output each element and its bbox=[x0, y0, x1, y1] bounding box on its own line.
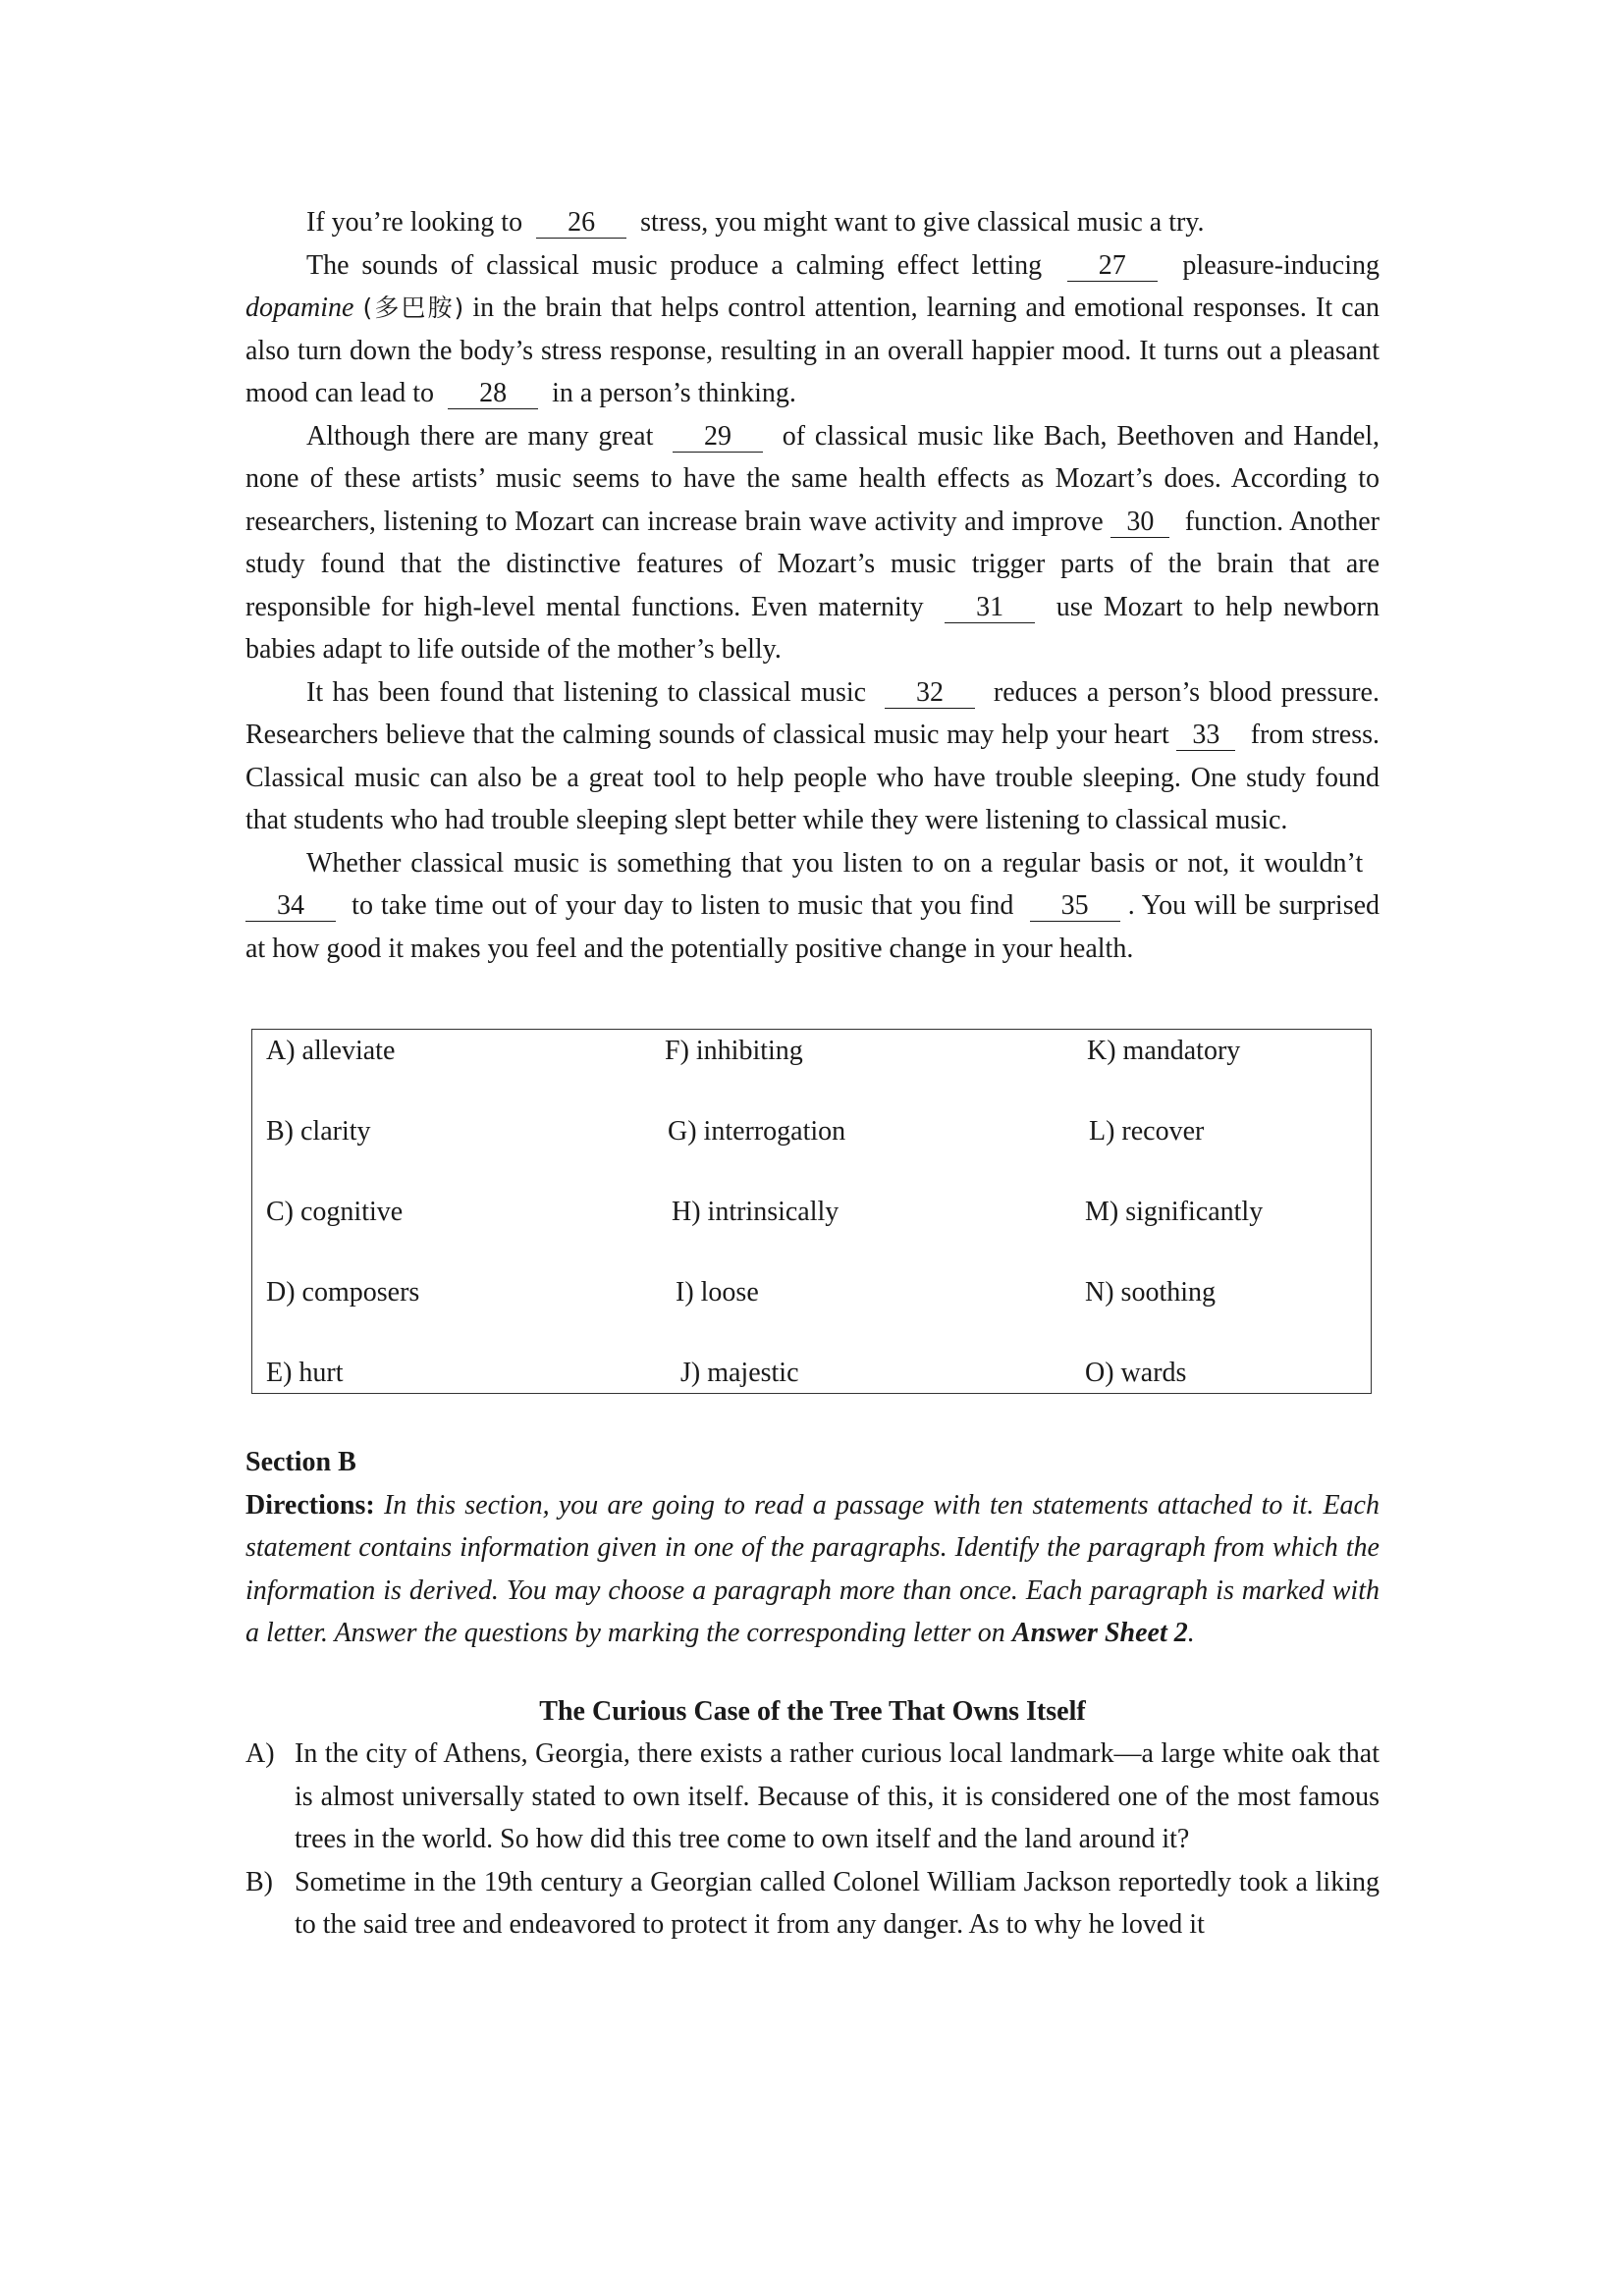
cloze-paragraph-2: The sounds of classical music produce a calming effect letting 27 pleasure-inducing dopamine (多巴胺) in the brain that helps control attention, learning and emotional responses. It can also turn down the body’s stress response, resulting in an overall happier mood. It turns out a pleasant mood can lead to 28 in a person’s thinking. bbox=[245, 249, 1380, 408]
section-b bbox=[245, 1441, 1380, 1947]
blank-33[interactable]: 33 bbox=[1176, 721, 1235, 751]
passage-title: The Curious Case of the Tree That Owns Itself bbox=[539, 1695, 1086, 1727]
word-option-m[interactable]: M) significantly bbox=[1085, 1197, 1264, 1227]
word-option-n[interactable]: N) soothing bbox=[1085, 1277, 1216, 1308]
cloze-paragraph-1: If you’re looking to 26 stress, you might want to give classical music a try. bbox=[306, 207, 1205, 238]
word-option-g[interactable]: G) interrogation bbox=[668, 1116, 846, 1147]
blank-34[interactable]: 34 bbox=[245, 891, 336, 922]
word-option-f[interactable]: F) inhibiting bbox=[665, 1036, 803, 1066]
blank-32[interactable]: 32 bbox=[885, 678, 975, 709]
passage-paragraph-a bbox=[245, 1733, 1380, 1861]
paragraph-text: In the city of Athens, Georgia, there exists a rather curious local landmark—a large white oak that is almost universally stated to own itself. Because of this, it is considered one of the most famous trees in the world. So how did this tree come to own itself and the land around it? bbox=[295, 1738, 1380, 1854]
paragraph-letter: B) bbox=[245, 1866, 273, 1897]
word-option-k[interactable]: K) mandatory bbox=[1087, 1036, 1241, 1066]
paragraph-letter: A) bbox=[245, 1738, 275, 1769]
section-b-title: Section B bbox=[245, 1447, 356, 1477]
word-option-a[interactable]: A) alleviate bbox=[266, 1036, 396, 1066]
blank-26[interactable]: 26 bbox=[536, 208, 626, 239]
cloze-paragraph-3: Although there are many great 29 of classical music like Bach, Beethoven and Handel, none of these artists’ music seems to have the same health effects as Mozart’s does. According to researchers, listening to Mozart can increase brain wave activity and improve 30 function. Another study found that the distinctive features of Mozart’s music trigger parts of the brain that are responsible for high-level mental functions. Even maternity 31 use Mozart to help newborn babies adapt to life outside of the mother’s belly. bbox=[245, 420, 1380, 665]
word-option-d[interactable]: D) composers bbox=[266, 1277, 420, 1308]
word-option-c[interactable]: C) cognitive bbox=[266, 1197, 404, 1227]
paragraph-text: Sometime in the 19th century a Georgian called Colonel William Jackson reportedly took a liking to the said tree and endeavored to protect it from any danger. As to why he loved it bbox=[295, 1866, 1380, 1940]
word-option-l[interactable]: L) recover bbox=[1089, 1116, 1205, 1147]
word-option-i[interactable]: I) loose bbox=[676, 1277, 759, 1308]
word-bank-table bbox=[251, 1029, 1372, 1394]
word-option-h[interactable]: H) intrinsically bbox=[672, 1197, 839, 1227]
blank-31[interactable]: 31 bbox=[945, 593, 1035, 623]
word-option-o[interactable]: O) wards bbox=[1085, 1358, 1187, 1388]
blank-27[interactable]: 27 bbox=[1067, 251, 1158, 282]
word-option-e[interactable]: E) hurt bbox=[266, 1358, 344, 1388]
blank-29[interactable]: 29 bbox=[673, 422, 763, 453]
blank-30[interactable]: 30 bbox=[1110, 507, 1169, 538]
blank-28[interactable]: 28 bbox=[448, 379, 538, 409]
exam-page bbox=[245, 201, 1380, 1947]
passage-paragraph-b bbox=[245, 1861, 1380, 1947]
section-b-directions: Directions: In this section, you are going to read a passage with ten statements attached to it. Each statement contains information given in one of the paragraphs. Identify the paragraph from which the information is derived. You may choose a paragraph more than once. Each paragraph is marked with a letter. Answer the questions by marking the corresponding letter on Answer Sheet 2. bbox=[245, 1489, 1380, 1648]
blank-35[interactable]: 35 bbox=[1030, 891, 1120, 922]
cloze-paragraph-4: It has been found that listening to classical music 32 reduces a person’s blood pressure. Researchers believe that the calming sounds of classical music may help your heart 33 from stress. Classical music can also be a great tool to help people who have trouble sleeping. One study found that students who had trouble sleeping slept better while they were listening to classical music. bbox=[245, 676, 1380, 835]
cloze-paragraph-5: Whether classical music is something that you listen to on a regular basis or not, it wouldn’t 34 to take time out of your day to listen to music that you find 35 . You will be surprised at how good it makes you feel and the potentially positive change in your health. bbox=[245, 847, 1380, 964]
word-option-b[interactable]: B) clarity bbox=[266, 1116, 371, 1147]
word-option-j[interactable]: J) majestic bbox=[680, 1358, 799, 1388]
